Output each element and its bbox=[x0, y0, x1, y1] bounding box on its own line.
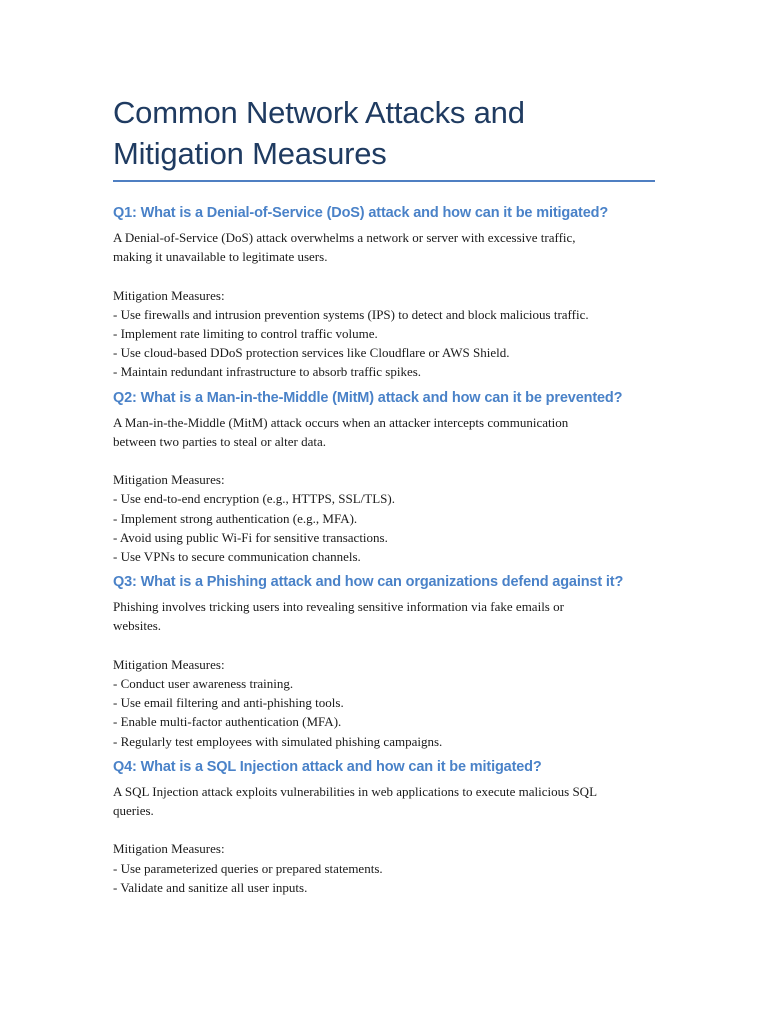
list-item: - Use parameterized queries or prepared statements. bbox=[113, 860, 383, 876]
section-q2 bbox=[113, 389, 655, 567]
section-heading: Q3: What is a Phishing attack and how can organizations defend against it? bbox=[113, 574, 624, 591]
list-item: - Avoid using public Wi-Fi for sensitive transactions. bbox=[113, 529, 388, 545]
mitigation-label: Mitigation Measures: bbox=[113, 287, 225, 303]
description-line-1: Phishing involves tricking users into revealing sensitive information via fake emails or bbox=[113, 599, 564, 615]
list-item: - Use email filtering and anti-phishing tools. bbox=[113, 695, 344, 711]
document-title-line-1: Common Network Attacks and bbox=[113, 95, 525, 130]
paragraph-gap bbox=[113, 266, 655, 285]
paragraph-gap bbox=[113, 820, 655, 839]
title-divider bbox=[113, 180, 655, 182]
section-description bbox=[113, 782, 655, 820]
section-heading: Q1: What is a Denial-of-Service (DoS) attack and how can it be mitigated? bbox=[113, 205, 609, 221]
mitigation-label: Mitigation Measures: bbox=[113, 656, 225, 672]
description-line-2: websites. bbox=[113, 618, 162, 634]
section-heading: Q4: What is a SQL Injection attack and how can it be mitigated? bbox=[113, 758, 542, 775]
list-item: - Enable multi-factor authentication (MFA). bbox=[113, 714, 342, 730]
section-q4 bbox=[113, 758, 655, 897]
mitigation-label: Mitigation Measures: bbox=[113, 472, 225, 488]
document-page bbox=[113, 92, 655, 897]
list-item: - Implement strong authentication (e.g., MFA). bbox=[113, 510, 358, 526]
section-heading: Q2: What is a Man-in-the-Middle (MitM) attack and how can it be prevented? bbox=[113, 389, 623, 406]
description-line-2: queries. bbox=[113, 803, 154, 819]
description-line-2: making it unavailable to legitimate users. bbox=[113, 249, 328, 265]
section-description bbox=[113, 413, 655, 451]
list-item: - Use VPNs to secure communication channels. bbox=[113, 549, 361, 565]
description-line-1: A Denial-of-Service (DoS) attack overwhelms a network or server with excessive traffic, bbox=[113, 230, 576, 245]
description-line-1: A SQL Injection attack exploits vulnerabilities in web applications to execute malicious SQL bbox=[113, 783, 598, 799]
paragraph-gap bbox=[113, 636, 655, 655]
section-q1 bbox=[113, 204, 655, 382]
section-q3 bbox=[113, 573, 655, 751]
document-title bbox=[113, 92, 655, 180]
list-item: - Regularly test employees with simulated phishing campaigns. bbox=[113, 733, 443, 749]
list-item: - Conduct user awareness training. bbox=[113, 676, 294, 692]
list-item: - Use end-to-end encryption (e.g., HTTPS, SSL/TLS). bbox=[113, 491, 395, 507]
paragraph-gap bbox=[113, 451, 655, 470]
section-description bbox=[113, 228, 655, 266]
list-item: - Implement rate limiting to control traffic volume. bbox=[113, 326, 378, 341]
description-line-1: A Man-in-the-Middle (MitM) attack occurs when an attacker intercepts communication bbox=[113, 414, 569, 430]
list-item: - Maintain redundant infrastructure to absorb traffic spikes. bbox=[113, 364, 422, 380]
mitigation-label: Mitigation Measures: bbox=[113, 841, 225, 857]
list-item: - Use firewalls and intrusion prevention systems (IPS) to detect and block malicious traffic. bbox=[113, 306, 589, 322]
list-item: - Validate and sanitize all user inputs. bbox=[113, 879, 308, 895]
list-item: - Use cloud-based DDoS protection services like Cloudflare or AWS Shield. bbox=[113, 345, 510, 361]
description-line-2: between two parties to steal or alter data. bbox=[113, 433, 326, 449]
document-title-line-2: Mitigation Measures bbox=[113, 136, 387, 171]
section-description bbox=[113, 597, 655, 635]
